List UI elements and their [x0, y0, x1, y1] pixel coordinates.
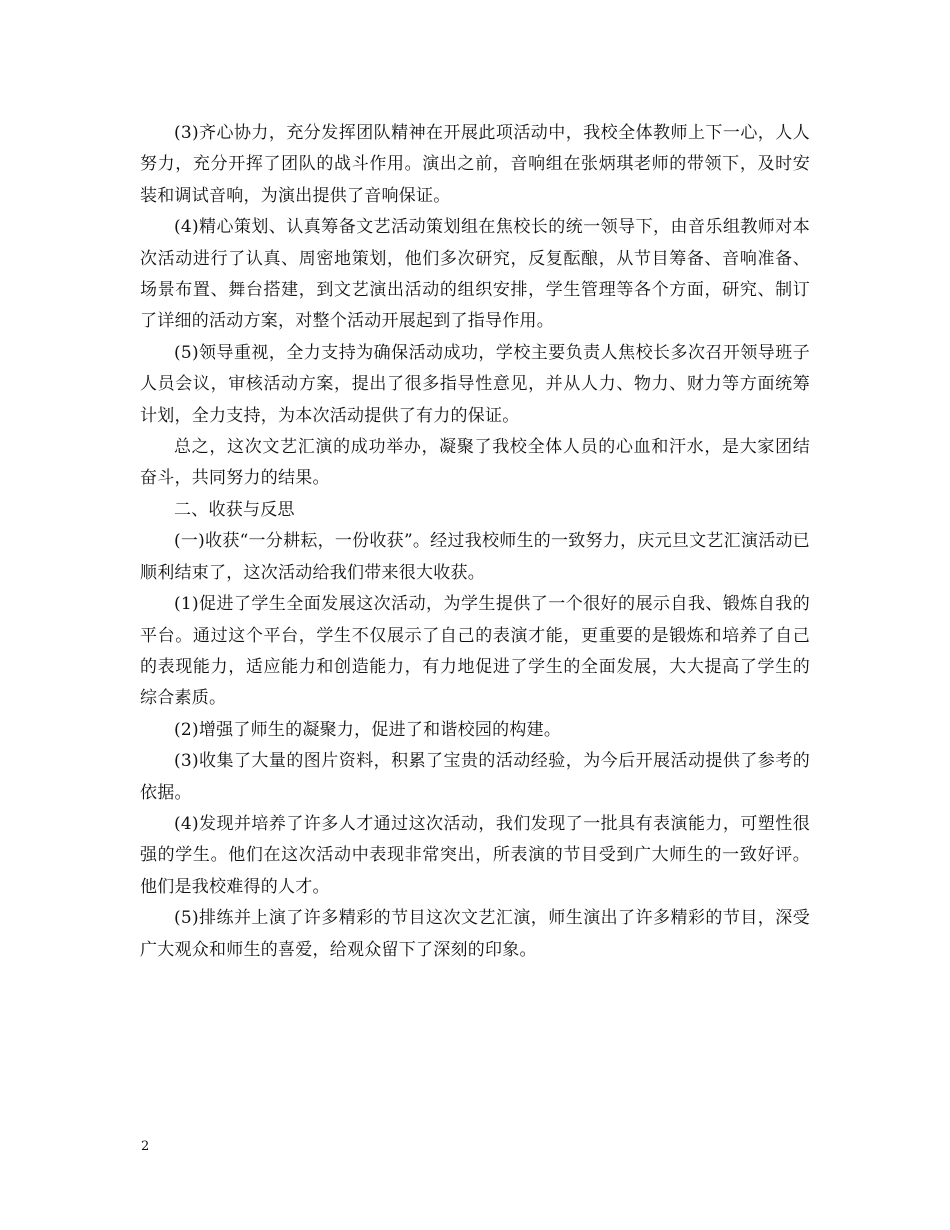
- paragraph-unity-teamwork: (3)齐心协力，充分发挥团队精神在开展此项活动中，我校全体教师上下一心，人人努力，充分开挥了团队的战斗作用。演出之前，音响组在张炳琪老师的带领下，及时安装和调试音响，为演出提供了音响保证。: [140, 123, 810, 206]
- paragraph-cohesion: (2)增强了师生的凝聚力，促进了和谐校园的构建。: [174, 719, 562, 740]
- section-heading-gains-reflection: 二、收获与反思: [174, 499, 295, 520]
- paragraph-summary: 总之，这次文艺汇演的成功举办，凝聚了我校全体人员的心血和汗水，是大家团结奋斗，共同努力的结果。: [140, 437, 810, 489]
- paragraph-careful-planning: (4)精心策划、认真筹备文艺活动策划组在焦校长的统一领导下，由音乐组教师对本次活动进行了认真、周密地策划，他们多次研究，反复酝酿，从节目筹备、音响准备、场景布置、舞台搭建，到文艺演出活动的组织安排，学生管理等各个方面，研究、制订了详细的活动方案，对整个活动开展起到了指导作用。: [140, 217, 810, 332]
- paragraph-gains-intro: (一)收获“一分耕耘，一份收获”。经过我校师生的一致努力，庆元旦文艺汇演活动已顺利结束了，这次活动给我们带来很大收获。: [140, 531, 810, 583]
- paragraph-performances: (5)排练并上演了许多精彩的节目这次文艺汇演，师生演出了许多精彩的节目，深受广大观众和师生的喜爱，给观众留下了深刻的印象。: [140, 908, 810, 960]
- paragraph-talent-discovery: (4)发现并培养了许多人才通过这次活动，我们发现了一批具有表演能力，可塑性很强的学生。他们在这次活动中表现非常突出，所表演的节目受到广大师生的一致好评。他们是我校难得的人才。: [140, 813, 810, 897]
- body-text: [140, 118, 810, 966]
- paragraph-student-development: (1)促进了学生全面发展这次活动，为学生提供了一个很好的展示自我、锻炼自我的平台。通过这个平台，学生不仅展示了自己的表演才能，更重要的是锻炼和培养了自己的表现能力，适应能力和创造能力，有力地促进了学生的全面发展，大大提高了学生的综合素质。: [140, 594, 810, 709]
- paragraph-materials-collected: (3)收集了大量的图片资料，积累了宝贵的活动经验，为今后开展活动提供了参考的依据。: [140, 751, 810, 803]
- paragraph-leadership-support: (5)领导重视，全力支持为确保活动成功，学校主要负责人焦校长多次召开领导班子人员会议，审核活动方案，提出了很多指导性意见，并从人力、物力、财力等方面统筹计划，全力支持，为本次活动提供了有力的保证。: [140, 342, 810, 426]
- page-number: 2: [141, 1139, 150, 1154]
